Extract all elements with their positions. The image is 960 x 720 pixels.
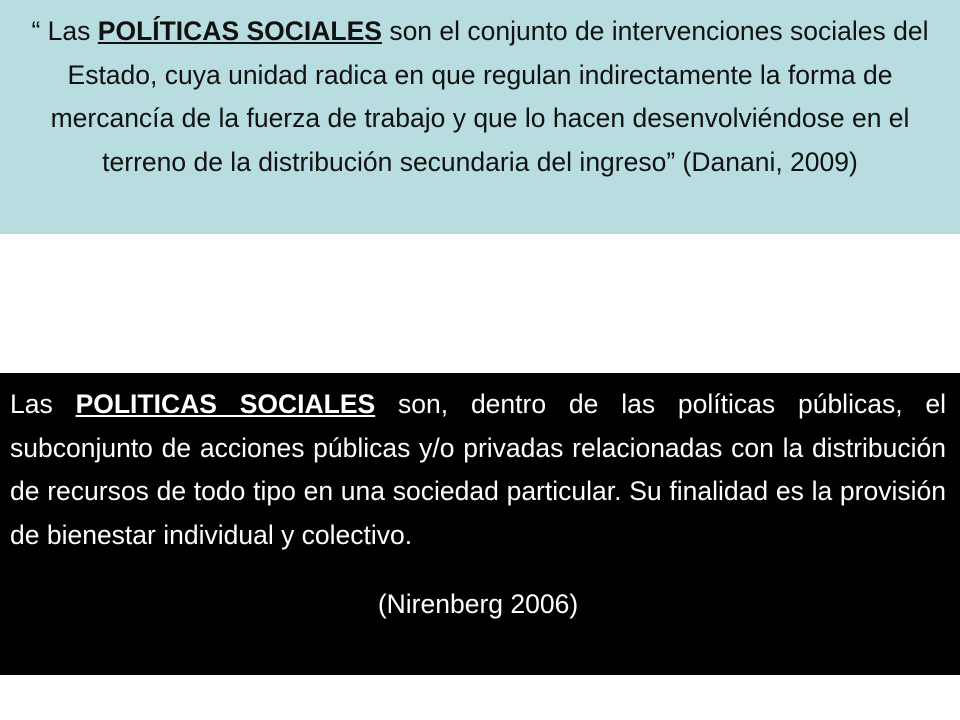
nirenberg-quote-box bbox=[0, 373, 960, 675]
danani-quote-keyword: POLÍTICAS SOCIALES bbox=[97, 16, 382, 46]
danani-quote-body: son el conjunto de intervenciones sociales del Estado, cuya unidad radica en que regulan indirectamente la forma de mercancía de la fuerza de trabajo y que lo hacen desenvolviéndose en el terreno de la distribución secundaria del ingreso” (Danani, 2009) bbox=[50, 16, 929, 177]
nirenberg-quote-prefix: Las bbox=[10, 389, 76, 419]
danani-quote-prefix: “ Las bbox=[31, 16, 98, 46]
danani-quote-text bbox=[14, 10, 946, 184]
nirenberg-quote-body: son, dentro de las políticas públicas, el subconjunto de acciones públicas y/o privadas relacionadas con la distribución de recursos de todo tipo en una sociedad particular. Su finalidad es la provisión de bienestar individual y colectivo. bbox=[10, 389, 947, 550]
nirenberg-quote-keyword: POLITICAS SOCIALES bbox=[75, 389, 376, 419]
danani-quote-box bbox=[0, 0, 960, 234]
nirenberg-quote-text bbox=[10, 383, 946, 557]
nirenberg-quote-source: (Nirenberg 2006) bbox=[377, 589, 579, 619]
